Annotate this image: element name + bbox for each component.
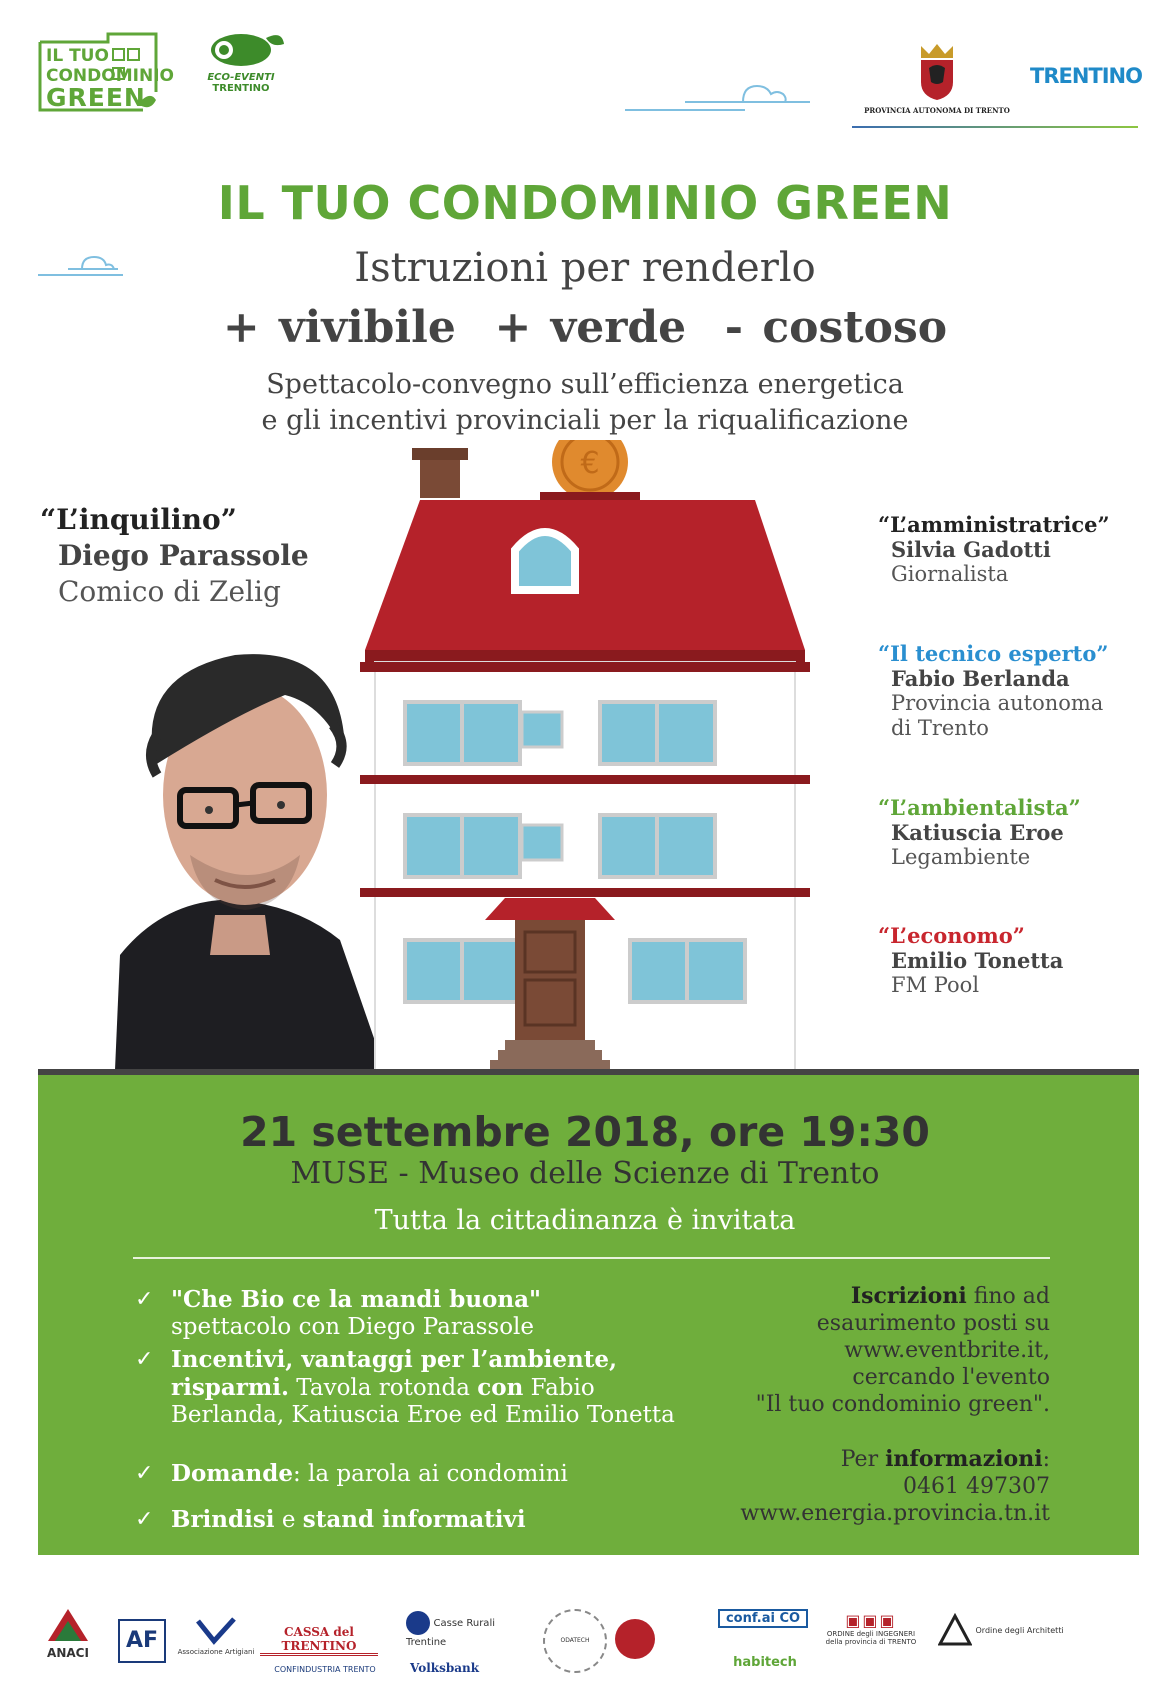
registration-text: fino ad	[966, 1284, 1050, 1309]
character-name: Diego Parassole	[58, 539, 309, 572]
tagline: + vivibile + verde - costoso	[222, 302, 948, 353]
subtitle: Istruzioni per renderlo	[354, 245, 816, 291]
info-phone[interactable]: 0461 497307	[903, 1474, 1050, 1499]
logo-condo-line3: GREEN	[46, 83, 146, 112]
program-item-title: "Che Bio ce la mandi buona"	[171, 1286, 542, 1313]
logo-condo-windows	[112, 46, 152, 60]
event-date: 21 settembre 2018, ore 19:30	[240, 1108, 930, 1156]
program-item-title-2: risparmi.	[171, 1374, 289, 1401]
description-line-1: Spettacolo-convegno sull’efficienza energetica	[266, 369, 904, 400]
description	[0, 367, 1170, 439]
check-icon: ✓	[135, 1287, 154, 1312]
logo-provincia-text: PROVINCIA AUTONOMA DI TRENTO	[864, 106, 1010, 115]
info-suffix: :	[1042, 1447, 1050, 1472]
character-name: Emilio Tonetta	[891, 948, 1064, 973]
character-role: “L’economo”	[878, 923, 1025, 948]
registration-info	[700, 1283, 1050, 1527]
program-item-text-3: Berlanda, Katiuscia Eroe ed Emilio Tonetta	[171, 1402, 675, 1428]
character-org: Giornalista	[891, 562, 1009, 586]
program-item-text: e	[274, 1507, 303, 1533]
character-role: “L’amministratrice”	[878, 512, 1110, 537]
event-venue: MUSE - Museo delle Scienze di Trento	[290, 1156, 880, 1191]
sponsor-confai: conf.ai CO	[718, 1609, 808, 1628]
check-icon: ✓	[135, 1347, 154, 1372]
program-item	[135, 1506, 526, 1534]
program-item-text-2: Fabio	[523, 1375, 595, 1401]
sponsor-odatech: ODATECH	[543, 1609, 607, 1673]
sponsor-ordine-architetti: Ordine degli Architetti	[938, 1613, 1138, 1647]
logo-eco-line2: TRENTINO	[212, 83, 270, 94]
sponsor-anaci: ANACI	[38, 1605, 98, 1660]
logo-condo-line1: IL TUO	[46, 46, 109, 66]
eco-eventi-leaf-icon	[196, 28, 286, 68]
sponsor-ordine-ingegneri: ▣▣▣ ORDINE degli INGEGNERI della provincia di TRENTO	[818, 1611, 924, 1646]
header-divider	[852, 126, 1138, 128]
character-economo	[878, 923, 1063, 998]
character-tecnico	[878, 641, 1108, 741]
sponsor-artigiani: Associazione Artigiani	[176, 1615, 256, 1656]
registration-line: cercando l'evento	[852, 1365, 1050, 1390]
architetti-logo-icon	[938, 1613, 972, 1647]
description-line-2: e gli incentivi provinciali per la riqualificazione	[261, 405, 909, 436]
artigiani-logo-icon	[194, 1615, 238, 1645]
program-item	[135, 1460, 568, 1488]
registration-line: esaurimento posti su	[816, 1311, 1050, 1336]
program-item-bold: con	[477, 1374, 524, 1401]
page-title: IL TUO CONDOMINIO GREEN	[217, 176, 953, 230]
sponsors-bar	[38, 1605, 1148, 1685]
logo-provincia	[852, 42, 1022, 122]
character-inquilino	[40, 502, 309, 610]
character-role: “L’ambientalista”	[878, 795, 1081, 820]
info-label: informazioni	[885, 1446, 1043, 1472]
character-org: Provincia autonoma	[891, 691, 1104, 715]
program-item-title: Incentivi, vantaggi per l’ambiente,	[171, 1346, 618, 1373]
event-invite: Tutta la cittadinanza è invitata	[374, 1205, 796, 1236]
info-website[interactable]: www.energia.provincia.tn.it	[740, 1501, 1050, 1526]
logo-trentino: TRENTINO	[1030, 64, 1142, 88]
logo-eco-eventi	[196, 28, 286, 98]
photo-credit: Crediti: Fabio Bastante	[48, 1567, 151, 1577]
check-icon: ✓	[135, 1507, 154, 1532]
sponsor-red-emblem	[615, 1619, 655, 1659]
character-org: Comico di Zelig	[58, 575, 281, 608]
character-org: Legambiente	[891, 845, 1031, 869]
program-item-title: Brindisi	[171, 1506, 275, 1533]
eventbrite-link[interactable]: www.eventbrite.it,	[844, 1338, 1050, 1363]
provincia-coat-of-arms-icon	[915, 42, 959, 102]
sponsor-casse-rurali: Casse Rurali Trentine	[406, 1611, 496, 1648]
character-name: Katiuscia Eroe	[891, 820, 1064, 845]
program-item-text: spettacolo con Diego Parassole	[171, 1314, 535, 1340]
program-item-title: Domande	[171, 1460, 293, 1487]
character-org: FM Pool	[891, 973, 980, 997]
program-item-bold: stand informativi	[302, 1506, 526, 1533]
house-illustration	[360, 440, 860, 1080]
registration-line: "Il tuo condominio green".	[755, 1392, 1050, 1417]
cloud-icon	[625, 82, 815, 114]
character-role: “L’inquilino”	[40, 503, 237, 536]
character-role: “Il tecnico esperto”	[878, 641, 1109, 666]
program-item	[135, 1346, 675, 1429]
logo-condo-line2: CONDOMINIO	[46, 66, 174, 86]
check-icon: ✓	[135, 1461, 154, 1486]
sponsor-cassa-trentino: CASSA del TRENTINO	[260, 1625, 378, 1656]
program-item	[135, 1286, 542, 1341]
sponsor-volksbank: Volksbank	[410, 1661, 480, 1675]
anaci-logo-icon	[43, 1605, 93, 1643]
character-ambientalista	[878, 795, 1081, 870]
logo-condominio-green	[38, 32, 174, 122]
info-prefix: Per	[840, 1447, 886, 1472]
svg-text:€: €	[580, 446, 600, 481]
logo-eco-line1: ECO-EVENTI	[207, 72, 275, 83]
band-divider	[133, 1257, 1050, 1259]
character-name: Fabio Berlanda	[891, 666, 1070, 691]
sponsor-confindustria: CONFINDUSTRIA TRENTO	[274, 1665, 376, 1674]
sponsor-af: AF	[118, 1619, 166, 1663]
character-amministratrice	[878, 512, 1110, 587]
ordine-icon: ▣▣▣	[845, 1611, 897, 1630]
portrait-diego-parassole	[95, 625, 395, 1070]
program-item-text: : la parola ai condomini	[292, 1461, 568, 1487]
registration-label: Iscrizioni	[850, 1283, 967, 1309]
character-name: Silvia Gadotti	[891, 537, 1051, 562]
sponsor-habitech: habitech	[733, 1655, 797, 1670]
program-item-text: Tavola rotonda	[289, 1375, 478, 1401]
character-org-line2: di Trento	[891, 716, 989, 740]
